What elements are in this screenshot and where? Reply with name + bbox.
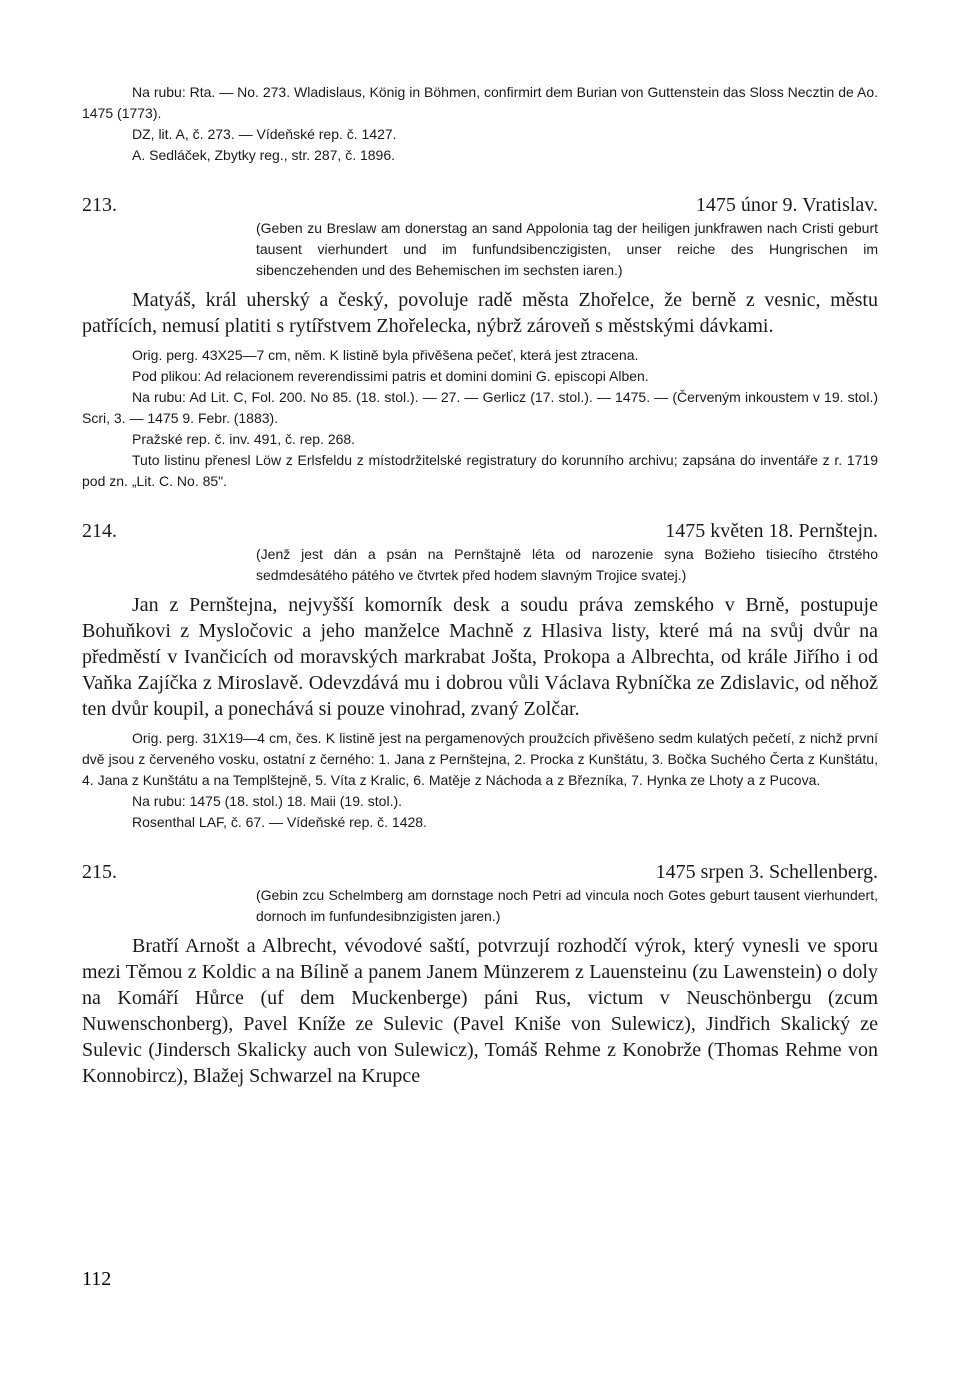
document-page — [82, 82, 878, 1089]
entry-215 — [82, 859, 878, 1089]
entry-incipit: (Gebin zcu Schelmberg am dornstage noch Petri ad vincula noch Gotes geburt tausent vierhundert, dornoch im funfundesibnzigisten jaren.) — [256, 887, 878, 924]
entry-regest: Matyáš, král uherský a český, povoluje radě města Zhořelce, že berně z vesnic, městu patřících, nemusí platiti s rytířstvem Zhořelecka, nýbrž zároveň s městskými dávkami. — [82, 289, 878, 337]
entry-notes — [82, 728, 878, 833]
entry-number: 215. — [82, 861, 117, 883]
entry-date-place: 1475 únor 9. Vratislav. — [695, 194, 878, 216]
entry-note: Tuto listinu přenesl Löw z Erlsfeldu z místodržitelské registratury do korunního archivu; zapsána do inventáře z r. 1719 pod zn. „Lit. C. No. 85". — [82, 452, 878, 489]
entry-note: Na rubu: 1475 (18. stol.) 18. Maii (19. stol.). — [132, 793, 403, 809]
entry-note: Orig. perg. 43X25—7 cm, něm. K listině byla přivěšena pečeť, která jest ztracena. — [132, 347, 639, 363]
entry-regest: Bratří Arnošt a Albrecht, vévodové saští, potvrzují rozhodčí výrok, který vynesli ve sporu mezi Těmou z Koldic a na Bílině a panem Janem Münzerem z Lauensteinu (zu Lawenstein) o doly na Komáří Hůrce (uf dem Muckenberge) páni Rus, victum v Neuschönbergu (zcum Nuwenschonberg), Pavel Kníže ze Sulevic (Pavel Kniše von Sulewicz), Jindřich Skalický ze Sulevic (Jindersch Skalicky auch von Sulewicz), Tomáš Rehme z Konobrže (Thomas Rehme von Konnobircz), Blažej Schwarzel na Krupce — [82, 935, 878, 1087]
entry-notes — [82, 345, 878, 492]
entry-214 — [82, 518, 878, 833]
top-note: Na rubu: Rta. — No. 273. Wladislaus, König in Böhmen, confirmirt dem Burian von Guttenstein das Sloss Necztin de Ao. 1475 (1773). — [82, 84, 878, 121]
entry-heading — [82, 192, 878, 218]
entry-date-place: 1475 květen 18. Pernštejn. — [665, 520, 878, 542]
entry-note: Na rubu: Ad Lit. C, Fol. 200. No 85. (18. stol.). — 27. — Gerlicz (17. stol.). — 1475. — (Červeným inkoustem v 19. stol.) Scri, 3. — 1475 9. Febr. (1883). — [82, 389, 878, 426]
entry-regest: Jan z Pernštejna, nejvyšší komorník desk a soudu práva zemského v Brně, postupuje Bohuňkovi z Mysločovic a jeho manželce Machně z Hlasiva listy, které má na svůj dvůr na předměstí v Ivančicích od moravských markrabat Jošta, Prokopa a Albrechta, od krále Jiřího i od Vaňka Zajíčka z Miroslavě. Odevzdává mu i dobrou vůli Václava Rybníčka ze Zdislavic, od něhož ten dvůr koupil, a ponechává si pouze vinohrad, zvaný Zolčar. — [82, 594, 878, 720]
entry-213 — [82, 192, 878, 492]
entry-heading — [82, 518, 878, 544]
entry-note: Rosenthal LAF, č. 67. — Vídeňské rep. č. 1428. — [132, 814, 427, 830]
page-number: 112 — [82, 1268, 112, 1290]
entry-note: Pod plikou: Ad relacionem reverendissimi patris et domini domini G. episcopi Alben. — [132, 368, 649, 384]
top-note: A. Sedláček, Zbytky reg., str. 287, č. 1896. — [132, 147, 396, 163]
entry-number: 213. — [82, 194, 117, 216]
top-notes — [82, 82, 878, 166]
entry-incipit: (Jenž jest dán a psán na Pernštajně léta od narozenie syna Božieho tisiecího čtrstého sedmdesátého pátého ve čtvrtek před hodem slavným Trojice svatej.) — [256, 546, 878, 583]
entry-number: 214. — [82, 520, 117, 542]
entry-incipit: (Geben zu Breslaw am donerstag an sand Appolonia tag der heiligen junkfrawen nach Cristi geburt tausent vierhundert und im funfundsibenczigisten, unser reiche des Hungrischen im sibenczehenden und des Behemischen im sechsten iaren.) — [256, 220, 878, 278]
entry-date-place: 1475 srpen 3. Schellenberg. — [655, 861, 878, 883]
entry-note: Pražské rep. č. inv. 491, č. rep. 268. — [132, 431, 356, 447]
entry-heading — [82, 859, 878, 885]
top-note: DZ, lit. A, č. 273. — Vídeňské rep. č. 1427. — [132, 126, 397, 142]
entry-note: Orig. perg. 31X19—4 cm, čes. K listině jest na pergamenových proužcích přivěšeno sedm kulatých pečetí, z nichž první dvě jsou z červeného vosku, ostatní z černého: 1. Jana z Pernštejna, 2. Procka z Kunštátu, 3. Bočka Suchého Čerta z Kunštátu, 4. Jana z Kunštátu a na Templštejně, 5. Víta z Kralic, 6. Matěje z Náchoda a z Březníka, 7. Hynka ze Lhoty a z Pucova. — [82, 730, 878, 788]
